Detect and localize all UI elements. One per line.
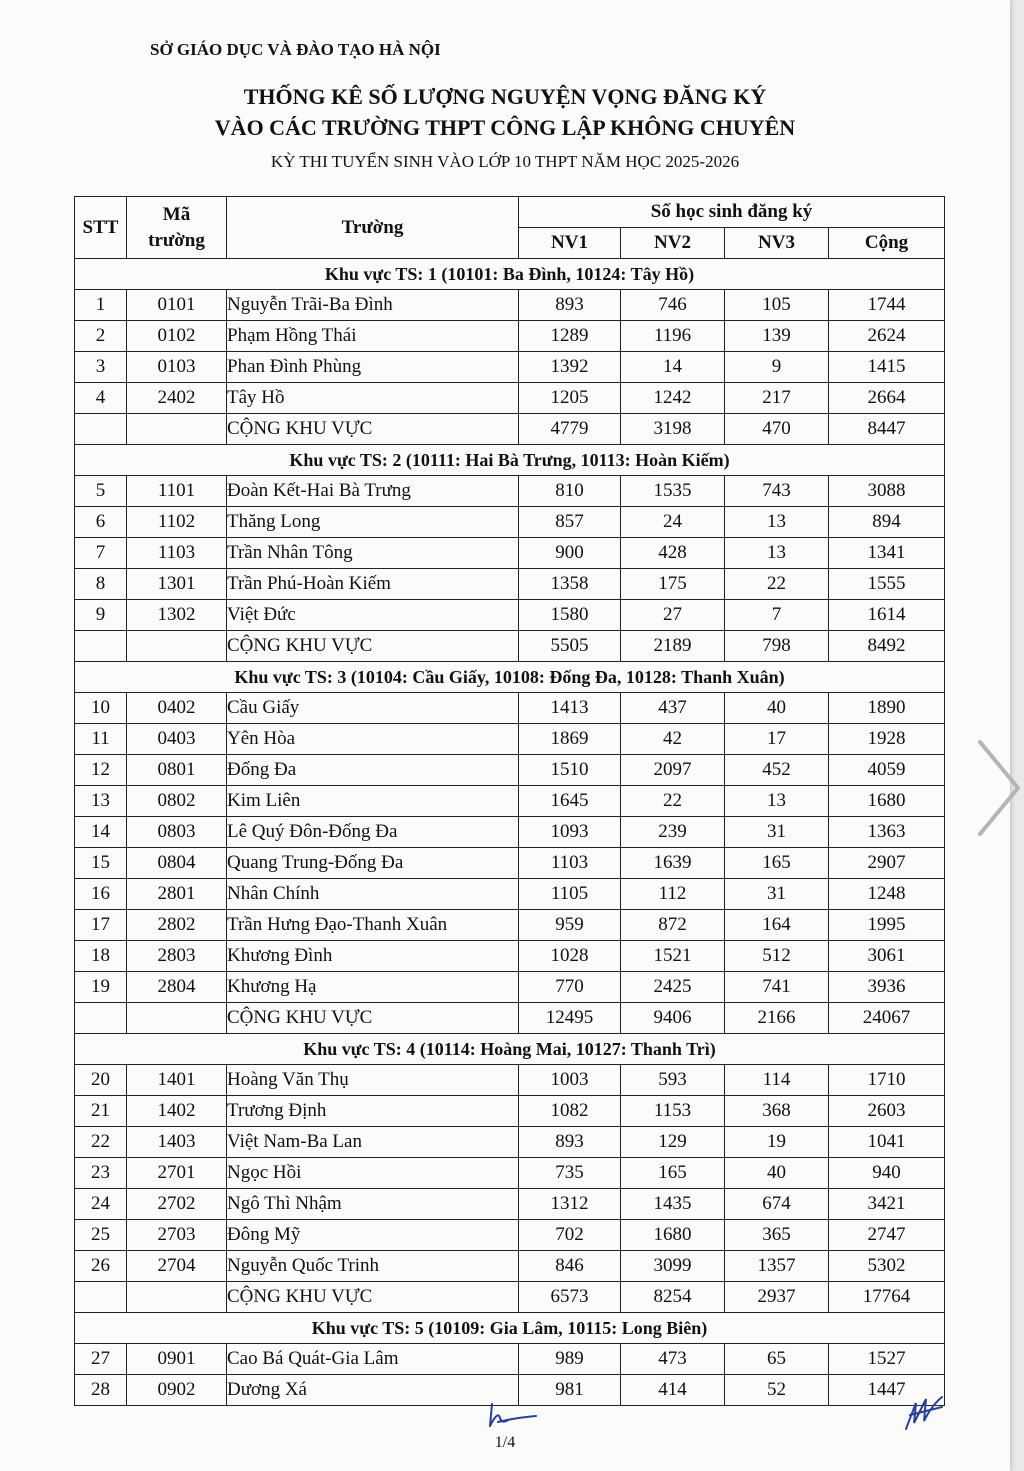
cell-total: 1710 (829, 1065, 945, 1096)
cell-total: 8447 (829, 414, 945, 445)
cell-school: Trương Định (227, 1096, 519, 1127)
cell-stt: 14 (75, 817, 127, 848)
cell-code: 0803 (127, 817, 227, 848)
col-code-label-1: Mã (162, 203, 191, 225)
cell-nv3: 470 (725, 414, 829, 445)
cell-code: 2803 (127, 941, 227, 972)
cell-nv3: 139 (725, 321, 829, 352)
cell-nv1: 1103 (519, 848, 621, 879)
cell-nv2: 2425 (621, 972, 725, 1003)
cell-nv1: 770 (519, 972, 621, 1003)
cell-nv1: 981 (519, 1375, 621, 1406)
cell-school: Phạm Hồng Thái (227, 321, 519, 352)
cell-stt: 1 (75, 290, 127, 321)
cell-nv2: 27 (621, 600, 725, 631)
cell-total: 2747 (829, 1220, 945, 1251)
cell-nv1: 900 (519, 538, 621, 569)
cell-school: Quang Trung-Đống Đa (227, 848, 519, 879)
cell-school: Yên Hòa (227, 724, 519, 755)
cell-code: 1301 (127, 569, 227, 600)
cell-total: 1447 (829, 1375, 945, 1406)
cell-nv2: 42 (621, 724, 725, 755)
subtotal-row (75, 631, 945, 662)
cell-nv3: 105 (725, 290, 829, 321)
cell-school: CỘNG KHU VỰC (227, 1003, 519, 1034)
cell-nv1: 12495 (519, 1003, 621, 1034)
cell-nv3: 743 (725, 476, 829, 507)
cell-stt: 23 (75, 1158, 127, 1189)
subtotal-row (75, 414, 945, 445)
col-school-header: Trường (227, 197, 519, 259)
cell-code: 2802 (127, 910, 227, 941)
cell-stt: 26 (75, 1251, 127, 1282)
region-header-row (75, 662, 945, 693)
cell-total: 5302 (829, 1251, 945, 1282)
cell-stt (75, 631, 127, 662)
cell-code: 1102 (127, 507, 227, 538)
cell-code: 2703 (127, 1220, 227, 1251)
cell-code: 0804 (127, 848, 227, 879)
cell-stt: 9 (75, 600, 127, 631)
region-header-row (75, 1034, 945, 1065)
cell-nv1: 893 (519, 1127, 621, 1158)
cell-nv1: 1413 (519, 693, 621, 724)
table-row (75, 879, 945, 910)
cell-code: 0103 (127, 352, 227, 383)
cell-total: 1614 (829, 600, 945, 631)
cell-code (127, 631, 227, 662)
signature-icon (902, 1393, 946, 1433)
cell-code: 0801 (127, 755, 227, 786)
region-title: Khu vực TS: 5 (10109: Gia Lâm, 10115: Long Biên) (75, 1313, 945, 1344)
cell-stt: 24 (75, 1189, 127, 1220)
cell-nv2: 9406 (621, 1003, 725, 1034)
cell-nv3: 13 (725, 786, 829, 817)
col-nv1-header: NV1 (519, 228, 621, 259)
cell-school: Ngọc Hồi (227, 1158, 519, 1189)
cell-nv1: 6573 (519, 1282, 621, 1313)
cell-total: 3061 (829, 941, 945, 972)
region-header-row (75, 445, 945, 476)
cell-nv1: 5505 (519, 631, 621, 662)
cell-nv2: 473 (621, 1344, 725, 1375)
cell-total: 1248 (829, 879, 945, 910)
cell-stt: 3 (75, 352, 127, 383)
cell-nv1: 1510 (519, 755, 621, 786)
cell-code: 2702 (127, 1189, 227, 1220)
cell-total: 1527 (829, 1344, 945, 1375)
table-row (75, 290, 945, 321)
cell-school: Cao Bá Quát-Gia Lâm (227, 1344, 519, 1375)
cell-nv3: 13 (725, 538, 829, 569)
table-row (75, 1096, 945, 1127)
cell-stt: 22 (75, 1127, 127, 1158)
document-subtitle: KỲ THI TUYỂN SINH VÀO LỚP 10 THPT NĂM HỌC 2025-2026 (270, 152, 740, 171)
cell-total: 8492 (829, 631, 945, 662)
cell-nv2: 2189 (621, 631, 725, 662)
cell-school: Trần Hưng Đạo-Thanh Xuân (227, 910, 519, 941)
region-title: Khu vực TS: 3 (10104: Cầu Giấy, 10108: Đống Đa, 10128: Thanh Xuân) (75, 662, 945, 693)
cell-nv3: 65 (725, 1344, 829, 1375)
cell-nv3: 452 (725, 755, 829, 786)
region-header-row (75, 1313, 945, 1344)
cell-nv1: 1028 (519, 941, 621, 972)
cell-total: 1995 (829, 910, 945, 941)
cell-nv2: 239 (621, 817, 725, 848)
cell-school: Đông Mỹ (227, 1220, 519, 1251)
table-body (75, 259, 945, 1406)
table-row (75, 786, 945, 817)
cell-nv3: 674 (725, 1189, 829, 1220)
cell-nv2: 872 (621, 910, 725, 941)
cell-nv2: 414 (621, 1375, 725, 1406)
cell-nv2: 1680 (621, 1220, 725, 1251)
region-title: Khu vực TS: 4 (10114: Hoàng Mai, 10127: Thanh Trì) (75, 1034, 945, 1065)
page-number: 1/4 (494, 1434, 516, 1451)
col-total-header: Cộng (829, 228, 945, 259)
cell-nv2: 1435 (621, 1189, 725, 1220)
cell-total: 2624 (829, 321, 945, 352)
cell-nv3: 31 (725, 817, 829, 848)
cell-total: 3421 (829, 1189, 945, 1220)
cell-stt: 25 (75, 1220, 127, 1251)
table-header-row (75, 197, 945, 228)
cell-nv3: 2166 (725, 1003, 829, 1034)
cell-stt: 15 (75, 848, 127, 879)
cell-code: 1401 (127, 1065, 227, 1096)
cell-stt (75, 1003, 127, 1034)
cell-nv2: 1242 (621, 383, 725, 414)
table-row (75, 972, 945, 1003)
table-row (75, 1220, 945, 1251)
cell-school: Đống Đa (227, 755, 519, 786)
cell-total: 3936 (829, 972, 945, 1003)
cell-stt: 11 (75, 724, 127, 755)
cell-nv3: 9 (725, 352, 829, 383)
cell-school: Trần Phú-Hoàn Kiếm (227, 569, 519, 600)
cell-stt: 18 (75, 941, 127, 972)
table-row (75, 1251, 945, 1282)
table-row (75, 755, 945, 786)
cell-stt: 28 (75, 1375, 127, 1406)
cell-school: Hoàng Văn Thụ (227, 1065, 519, 1096)
cell-school: Đoàn Kết-Hai Bà Trưng (227, 476, 519, 507)
cell-code: 2804 (127, 972, 227, 1003)
col-group-header: Số học sinh đăng ký (519, 197, 945, 228)
table-row (75, 1065, 945, 1096)
cell-nv2: 24 (621, 507, 725, 538)
cell-total: 17764 (829, 1282, 945, 1313)
cell-stt: 17 (75, 910, 127, 941)
cell-nv3: 368 (725, 1096, 829, 1127)
cell-nv1: 702 (519, 1220, 621, 1251)
cell-school: Kim Liên (227, 786, 519, 817)
table-row (75, 600, 945, 631)
cell-code: 2701 (127, 1158, 227, 1189)
cell-nv3: 40 (725, 693, 829, 724)
cell-school: Khương Đình (227, 941, 519, 972)
subtotal-row (75, 1003, 945, 1034)
cell-nv2: 1639 (621, 848, 725, 879)
cell-nv2: 165 (621, 1158, 725, 1189)
table-row (75, 1344, 945, 1375)
cell-code: 0403 (127, 724, 227, 755)
table-row (75, 1189, 945, 1220)
initials-signature-icon (484, 1400, 540, 1432)
cell-stt: 6 (75, 507, 127, 538)
cell-total: 24067 (829, 1003, 945, 1034)
cell-nv2: 428 (621, 538, 725, 569)
cell-school: Nguyễn Trãi-Ba Đình (227, 290, 519, 321)
cell-nv2: 1153 (621, 1096, 725, 1127)
region-title: Khu vực TS: 1 (10101: Ba Đình, 10124: Tây Hồ) (75, 259, 945, 290)
cell-code: 1402 (127, 1096, 227, 1127)
cell-stt: 21 (75, 1096, 127, 1127)
col-nv2-header: NV2 (621, 228, 725, 259)
cell-nv3: 741 (725, 972, 829, 1003)
cell-school: Thăng Long (227, 507, 519, 538)
cell-nv1: 1580 (519, 600, 621, 631)
cell-nv3: 52 (725, 1375, 829, 1406)
cell-nv1: 1093 (519, 817, 621, 848)
cell-nv3: 31 (725, 879, 829, 910)
cell-nv2: 22 (621, 786, 725, 817)
cell-nv3: 2937 (725, 1282, 829, 1313)
cell-code: 0101 (127, 290, 227, 321)
table-row (75, 1127, 945, 1158)
cell-nv1: 735 (519, 1158, 621, 1189)
cell-school: Nguyễn Quốc Trinh (227, 1251, 519, 1282)
cell-nv1: 989 (519, 1344, 621, 1375)
cell-school: CỘNG KHU VỰC (227, 414, 519, 445)
table-row (75, 693, 945, 724)
cell-nv3: 1357 (725, 1251, 829, 1282)
document-title-line1: THỐNG KÊ SỐ LƯỢNG NGUYỆN VỌNG ĐĂNG KÝ (243, 84, 767, 109)
cell-nv1: 1105 (519, 879, 621, 910)
cell-nv2: 112 (621, 879, 725, 910)
cell-total: 1041 (829, 1127, 945, 1158)
cell-school: Khương Hạ (227, 972, 519, 1003)
cell-school: Trần Nhân Tông (227, 538, 519, 569)
cell-nv3: 17 (725, 724, 829, 755)
cell-nv3: 40 (725, 1158, 829, 1189)
cell-nv2: 8254 (621, 1282, 725, 1313)
cell-total: 1928 (829, 724, 945, 755)
cell-school: Việt Đức (227, 600, 519, 631)
table-row (75, 848, 945, 879)
table-row (75, 538, 945, 569)
cell-code: 0402 (127, 693, 227, 724)
cell-nv3: 165 (725, 848, 829, 879)
chevron-right-icon[interactable] (968, 736, 1024, 840)
cell-nv2: 2097 (621, 755, 725, 786)
col-code-label-2: trường (148, 229, 205, 251)
cell-total: 1341 (829, 538, 945, 569)
cell-code: 1403 (127, 1127, 227, 1158)
cell-stt: 2 (75, 321, 127, 352)
cell-total: 1363 (829, 817, 945, 848)
cell-school: Tây Hồ (227, 383, 519, 414)
table-row (75, 941, 945, 972)
cell-code: 1101 (127, 476, 227, 507)
table-row (75, 383, 945, 414)
cell-nv2: 437 (621, 693, 725, 724)
cell-school: CỘNG KHU VỰC (227, 631, 519, 662)
cell-nv1: 1645 (519, 786, 621, 817)
cell-total: 940 (829, 1158, 945, 1189)
table-row (75, 321, 945, 352)
cell-nv2: 129 (621, 1127, 725, 1158)
cell-stt: 5 (75, 476, 127, 507)
cell-nv1: 1082 (519, 1096, 621, 1127)
table-row (75, 910, 945, 941)
cell-school: Nhân Chính (227, 879, 519, 910)
cell-nv1: 1358 (519, 569, 621, 600)
cell-stt (75, 414, 127, 445)
cell-nv3: 114 (725, 1065, 829, 1096)
registration-table (74, 196, 945, 1406)
cell-code (127, 1003, 227, 1034)
cell-total: 2603 (829, 1096, 945, 1127)
table-row (75, 476, 945, 507)
cell-code (127, 1282, 227, 1313)
cell-nv2: 3099 (621, 1251, 725, 1282)
cell-code: 2704 (127, 1251, 227, 1282)
cell-school: Việt Nam-Ba Lan (227, 1127, 519, 1158)
cell-nv1: 1869 (519, 724, 621, 755)
subtotal-row (75, 1282, 945, 1313)
cell-nv1: 857 (519, 507, 621, 538)
cell-code: 0802 (127, 786, 227, 817)
cell-nv1: 1289 (519, 321, 621, 352)
col-code-header (127, 197, 227, 259)
cell-nv2: 3198 (621, 414, 725, 445)
cell-total: 3088 (829, 476, 945, 507)
cell-nv3: 164 (725, 910, 829, 941)
cell-school: Lê Quý Đôn-Đống Đa (227, 817, 519, 848)
cell-nv3: 19 (725, 1127, 829, 1158)
cell-nv1: 4779 (519, 414, 621, 445)
cell-nv3: 365 (725, 1220, 829, 1251)
cell-total: 1744 (829, 290, 945, 321)
cell-nv1: 846 (519, 1251, 621, 1282)
cell-stt: 27 (75, 1344, 127, 1375)
cell-stt: 13 (75, 786, 127, 817)
col-nv3-header: NV3 (725, 228, 829, 259)
cell-total: 2664 (829, 383, 945, 414)
cell-nv1: 1392 (519, 352, 621, 383)
cell-stt: 7 (75, 538, 127, 569)
cell-nv3: 217 (725, 383, 829, 414)
cell-nv2: 175 (621, 569, 725, 600)
agency-name: SỞ GIÁO DỤC VÀ ĐÀO TẠO HÀ NỘI (150, 40, 441, 59)
cell-stt: 12 (75, 755, 127, 786)
cell-total: 4059 (829, 755, 945, 786)
cell-code: 1103 (127, 538, 227, 569)
cell-stt: 4 (75, 383, 127, 414)
table-row (75, 817, 945, 848)
cell-nv2: 14 (621, 352, 725, 383)
cell-nv1: 1205 (519, 383, 621, 414)
document-title-line2: VÀO CÁC TRƯỜNG THPT CÔNG LẬP KHÔNG CHUYÊN (214, 115, 796, 140)
cell-nv3: 22 (725, 569, 829, 600)
cell-nv2: 593 (621, 1065, 725, 1096)
cell-stt (75, 1282, 127, 1313)
cell-school: Dương Xá (227, 1375, 519, 1406)
cell-code: 0901 (127, 1344, 227, 1375)
cell-school: Cầu Giấy (227, 693, 519, 724)
cell-total: 1680 (829, 786, 945, 817)
cell-total: 1890 (829, 693, 945, 724)
cell-code: 2402 (127, 383, 227, 414)
cell-code: 0902 (127, 1375, 227, 1406)
col-stt-header: STT (75, 197, 127, 259)
cell-nv1: 1312 (519, 1189, 621, 1220)
cell-stt: 10 (75, 693, 127, 724)
cell-nv3: 7 (725, 600, 829, 631)
cell-nv1: 893 (519, 290, 621, 321)
table-row (75, 569, 945, 600)
cell-nv3: 512 (725, 941, 829, 972)
cell-nv2: 746 (621, 290, 725, 321)
cell-total: 894 (829, 507, 945, 538)
cell-nv2: 1196 (621, 321, 725, 352)
cell-stt: 19 (75, 972, 127, 1003)
cell-stt: 8 (75, 569, 127, 600)
cell-stt: 16 (75, 879, 127, 910)
cell-nv2: 1535 (621, 476, 725, 507)
region-header-row (75, 259, 945, 290)
cell-code: 0102 (127, 321, 227, 352)
cell-nv1: 959 (519, 910, 621, 941)
region-title: Khu vực TS: 2 (10111: Hai Bà Trưng, 10113: Hoàn Kiếm) (75, 445, 945, 476)
cell-total: 1555 (829, 569, 945, 600)
cell-nv1: 1003 (519, 1065, 621, 1096)
cell-nv2: 1521 (621, 941, 725, 972)
cell-total: 2907 (829, 848, 945, 879)
cell-nv3: 798 (725, 631, 829, 662)
cell-school: Phan Đình Phùng (227, 352, 519, 383)
cell-code: 1302 (127, 600, 227, 631)
table-row (75, 507, 945, 538)
cell-total: 1415 (829, 352, 945, 383)
table-row (75, 724, 945, 755)
cell-nv3: 13 (725, 507, 829, 538)
table-row (75, 352, 945, 383)
cell-stt: 20 (75, 1065, 127, 1096)
cell-nv1: 810 (519, 476, 621, 507)
cell-school: CỘNG KHU VỰC (227, 1282, 519, 1313)
cell-code (127, 414, 227, 445)
cell-code: 2801 (127, 879, 227, 910)
table-row (75, 1158, 945, 1189)
cell-school: Ngô Thì Nhậm (227, 1189, 519, 1220)
